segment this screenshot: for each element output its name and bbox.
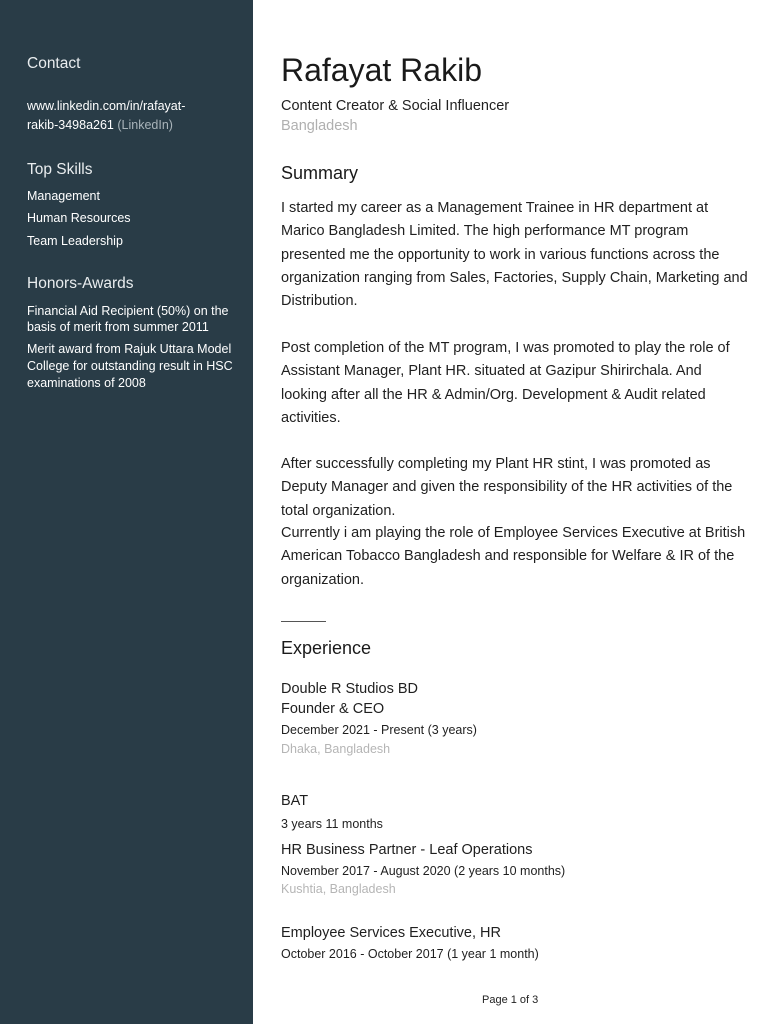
linkedin-url-part[interactable]: rakib-3498a261 (27, 118, 114, 132)
job-role: Employee Services Executive, HR (281, 925, 501, 941)
summary-paragraph: I started my career as a Management Trainee in HR department at Marico Bangladesh Limited. The high performance MT program presented me the opportunity to work in various functions across the organization ranging from Sales, Factories, Supply Chain, Marketing and Distribution. (281, 200, 748, 310)
job-location: Dhaka, Bangladesh (281, 742, 391, 756)
job-role: Founder & CEO (281, 701, 385, 717)
linkedin-label: (LinkedIn) (117, 118, 173, 132)
summary-paragraph: Post completion of the MT program, I was promoted to play the role of Assistant Manager, Plant HR. situated at Gazipur Shirirchala. And looking after all the HR & Admin/Org. Development & Audit related activities. (281, 340, 730, 426)
job-role: HR Business Partner - Leaf Operations (281, 842, 533, 858)
summary-paragraph: After successfully completing my Plant HR stint, I was promoted as Deputy Manager and given the responsibility of the HR activities of the total organization. (281, 456, 733, 519)
linkedin-url-line2[interactable] (27, 117, 173, 133)
profile-name: Rafayat Rakib (281, 52, 482, 88)
skill-item: Management (27, 189, 100, 203)
honor-line: College for outstanding result in HSC (27, 359, 233, 373)
company-name: Double R Studios BD (281, 681, 419, 697)
skills-heading: Top Skills (27, 161, 93, 178)
sidebar (0, 0, 253, 1024)
skill-item: Human Resources (27, 211, 131, 225)
linkedin-url-line1[interactable]: www.linkedin.com/in/rafayat- (27, 99, 186, 113)
company-tenure: 3 years 11 months (281, 817, 383, 831)
honors-heading: Honors-Awards (27, 275, 134, 292)
summary-paragraph: Currently i am playing the role of Employee Services Executive at British American Tobacco Bangladesh and responsible for Welfare & IR of the organization. (281, 525, 746, 588)
job-location: Kushtia, Bangladesh (281, 882, 396, 896)
profile-location: Bangladesh (281, 118, 358, 134)
honor-line: Merit award from Rajuk Uttara Model (27, 342, 232, 356)
job-dates: October 2016 - October 2017 (1 year 1 month) (281, 947, 539, 961)
page-number: Page 1 of 3 (482, 994, 539, 1006)
section-divider (281, 621, 326, 622)
honor-line: Financial Aid Recipient (50%) on the (27, 304, 229, 318)
experience-title: Experience (281, 638, 372, 658)
contact-heading: Contact (27, 55, 81, 72)
honor-line: examinations of 2008 (27, 376, 146, 390)
job-dates: December 2021 - Present (3 years) (281, 723, 477, 737)
summary-title: Summary (281, 163, 359, 183)
skill-item: Team Leadership (27, 234, 123, 248)
profile-headline: Content Creator & Social Influencer (281, 98, 510, 114)
company-name: BAT (281, 793, 309, 809)
job-dates: November 2017 - August 2020 (2 years 10 months) (281, 864, 566, 878)
honor-line: basis of merit from summer 2011 (27, 320, 209, 334)
